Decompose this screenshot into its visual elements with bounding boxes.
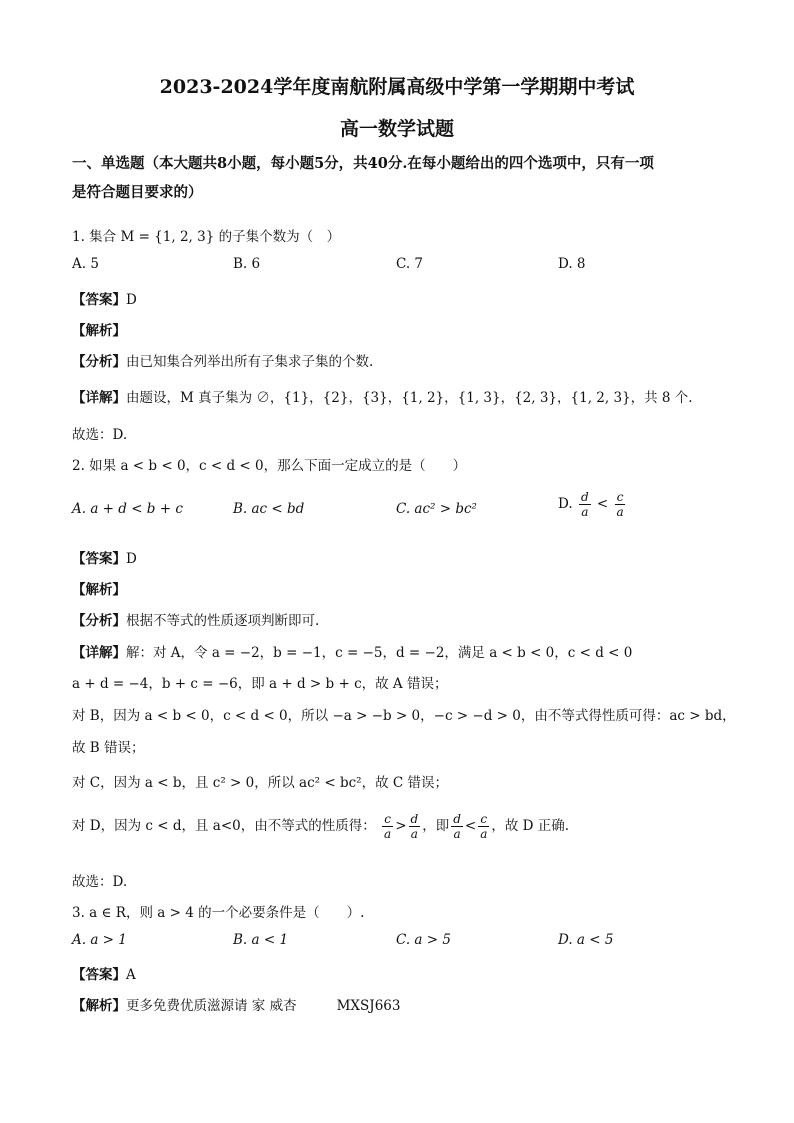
q3-option-c: C. a > 5 bbox=[396, 932, 451, 948]
q1-xiangjie-tag: 【详解】 bbox=[72, 390, 126, 406]
q2-d-post: ，故 D 正确. bbox=[491, 818, 570, 834]
section-heading-line2: 是符合题目要求的） bbox=[72, 184, 203, 201]
q2-option-d-frac2: $\frac{c}{a}$ bbox=[616, 490, 624, 519]
q2-detail-line-0: 解：对 A，令 a = −2，b = −1，c = −5，d = −2，满足 a < b < 0，c < d < 0 bbox=[126, 645, 633, 661]
q1-option-b: B. 6 bbox=[233, 256, 261, 272]
q1-answer-tag: 【答案】 bbox=[72, 292, 126, 308]
q3-jiexi-row bbox=[72, 994, 400, 1014]
q2-detail-line-4: 对 C，因为 a < b，且 c² > 0，所以 ac² < bc²，故 C 错误； bbox=[72, 775, 448, 791]
q2-d-frac-c-a-2: $\frac{c}{a}$ bbox=[480, 812, 488, 841]
exam-title: 2023-2024学年度南航附属高级中学第一学期期中考试 bbox=[159, 76, 635, 98]
q2-option-b: B. ac < bd bbox=[233, 501, 305, 517]
q2-answer: D bbox=[126, 551, 137, 567]
q2-xiangjie-tag: 【详解】 bbox=[72, 645, 126, 661]
section-heading-line1: 一、单选题（本大题共8小题，每小题5分，共40分.在每小题给出的四个选项中，只有一项 bbox=[72, 155, 654, 172]
q3-answer: A bbox=[126, 967, 136, 983]
q1-conclusion: 故选：D. bbox=[72, 427, 128, 443]
q2-d-frac-d-a: $\frac{d}{a}$ bbox=[410, 812, 419, 841]
q1-stem: 1. 集合 M = {1, 2, 3} 的子集个数为（ ） bbox=[72, 229, 341, 245]
q1-option-c: C. 7 bbox=[396, 256, 424, 272]
q1-fenxi: 由已知集合列举出所有子集求子集的个数. bbox=[126, 354, 374, 370]
q1-answer-row bbox=[72, 288, 137, 308]
q2-option-d-label: D. bbox=[558, 496, 573, 512]
q1-option-d: D. 8 bbox=[558, 256, 586, 272]
q2-d-frac-c-a: $\frac{c}{a}$ bbox=[384, 812, 392, 841]
q3-option-b: B. a < 1 bbox=[233, 932, 289, 948]
q2-option-d-op: < bbox=[596, 496, 609, 512]
q3-option-a: A. a > 1 bbox=[72, 932, 127, 948]
q3-option-d: D. a < 5 bbox=[558, 932, 614, 948]
q2-xiangjie-row bbox=[72, 641, 632, 661]
q1-fenxi-tag: 【分析】 bbox=[72, 354, 126, 370]
q3-stem: 3. a ∈ R，则 a > 4 的一个必要条件是（ ）. bbox=[72, 905, 365, 921]
q2-jiexi-label: 【解析】 bbox=[72, 582, 126, 598]
footer-watermark-text: 更多免费优质滋源请 家 威杏 bbox=[126, 998, 297, 1014]
q1-jiexi-label: 【解析】 bbox=[72, 323, 126, 339]
q2-option-d-frac1: $\frac{d}{a}$ bbox=[580, 490, 589, 519]
q2-answer-row bbox=[72, 547, 137, 567]
q1-xiangjie-row bbox=[72, 386, 693, 406]
q1-xiangjie: 由题设，M 真子集为 ∅，{1}，{2}，{3}，{1, 2}，{1, 3}，{2, 3}，{1, 2, 3}，共 8 个. bbox=[126, 390, 693, 406]
q2-d-mid: ，即 bbox=[422, 818, 450, 834]
q2-jiexi-row bbox=[72, 578, 126, 598]
q1-option-a: A. 5 bbox=[72, 256, 99, 272]
q2-answer-tag: 【答案】 bbox=[72, 551, 126, 567]
q2-d-pre: 对 D，因为 c < d，且 a<0，由不等式的性质得： bbox=[72, 818, 376, 834]
q1-jiexi-tag bbox=[72, 319, 126, 339]
q2-option-a: A. a + d < b + c bbox=[72, 501, 183, 517]
footer-watermark-code: MXSJ663 bbox=[336, 998, 401, 1014]
q2-detail-line-1: a + d = −4，b + c = −6，即 a + d > b + c，故 A 错误； bbox=[72, 676, 448, 692]
q2-option-d bbox=[558, 490, 628, 519]
q2-conclusion: 故选：D. bbox=[72, 874, 128, 890]
q1-answer: D bbox=[126, 292, 137, 308]
q2-option-c: C. ac² > bc² bbox=[396, 501, 477, 517]
q3-jiexi-label: 【解析】 bbox=[72, 998, 126, 1014]
q2-stem: 2. 如果 a < b < 0，c < d < 0，那么下面一定成立的是（ ） bbox=[72, 458, 467, 474]
q2-detail-line-3: 故 B 错误； bbox=[72, 740, 145, 756]
q2-d-frac-d-a-2: $\frac{d}{a}$ bbox=[453, 812, 461, 841]
q1-fenxi-row bbox=[72, 350, 373, 370]
q2-fenxi-row bbox=[72, 609, 319, 629]
q3-answer-row bbox=[72, 963, 136, 983]
q3-answer-tag: 【答案】 bbox=[72, 967, 126, 983]
q2-fenxi: 根据不等式的性质逐项判断即可. bbox=[126, 613, 320, 629]
q2-detail-line-2: 对 B，因为 a < b < 0，c < d < 0，所以 −a > −b > 0，−c > −d > 0，由不等式得性质可得：ac > bd， bbox=[72, 708, 736, 724]
q2-fenxi-tag: 【分析】 bbox=[72, 613, 126, 629]
exam-subtitle: 高一数学试题 bbox=[339, 118, 454, 140]
q2-detail-line-d: 对 D，因为 c < d，且 a<0，由不等式的性质得： $\frac{c}{a}$ > $\frac{d}{a}$ ，即 $\frac{d}{a}$ < $\frac{c}{a}$ ，故 D 正确. bbox=[72, 812, 570, 841]
